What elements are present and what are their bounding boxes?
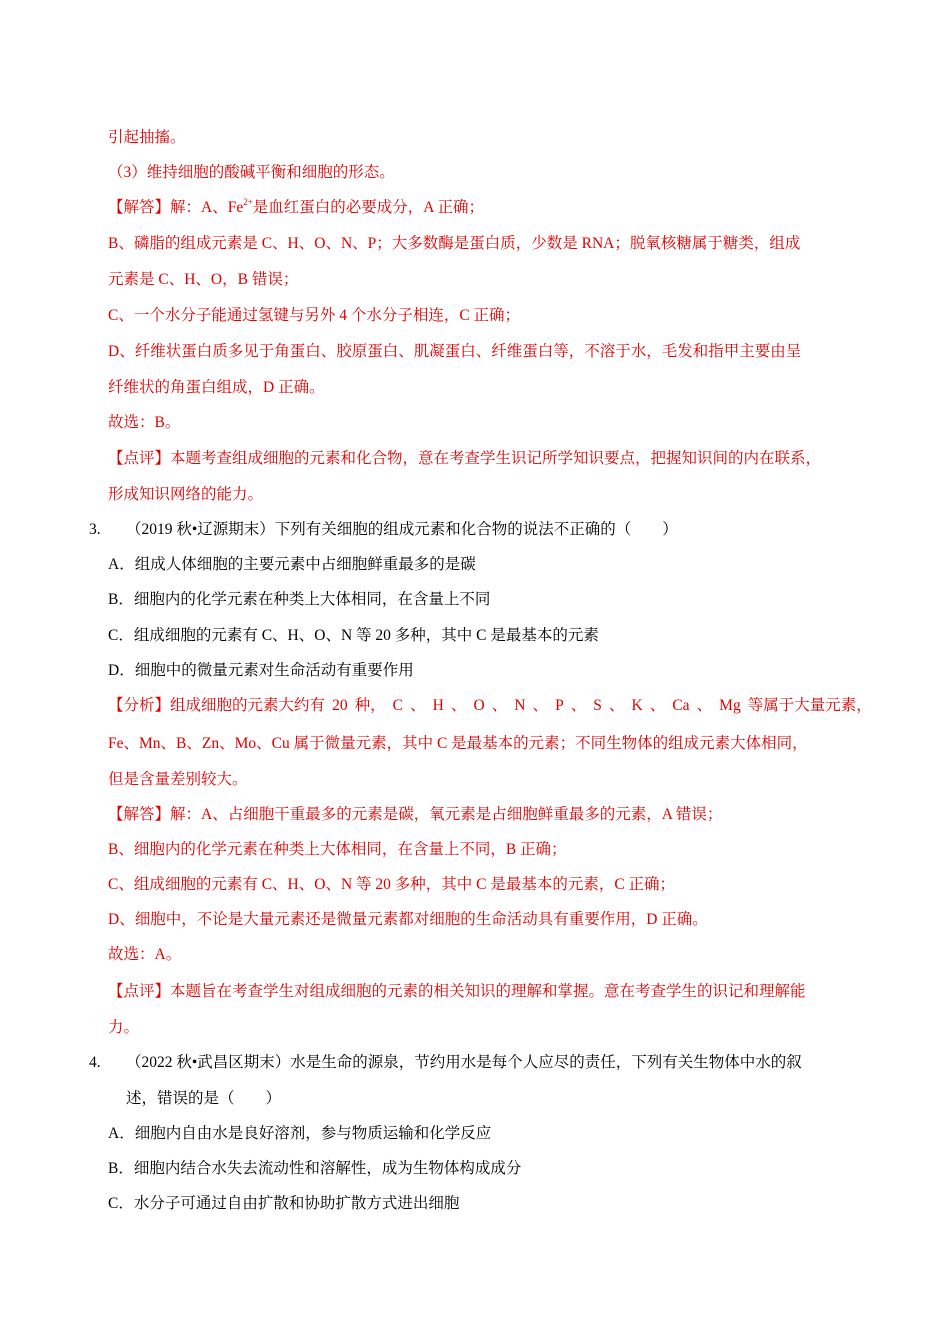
q2-answer-b-line2: 元素是 C、H、O，B 错误； bbox=[108, 271, 299, 288]
q2-choose: 故选：B。 bbox=[108, 414, 181, 431]
q2-continuation-line: （3）维持细胞的酸碱平衡和细胞的形态。 bbox=[108, 164, 395, 181]
question-text: （2019 秋•辽源期末）下列有关细胞的组成元素和化合物的说法不正确的（ ） bbox=[126, 521, 678, 538]
q4-option-c: C．水分子可通过自由扩散和协助扩散方式进出细胞 bbox=[108, 1195, 460, 1212]
q2-continuation-line: 引起抽搐。 bbox=[108, 129, 186, 146]
q3-option-d: D．细胞中的微量元素对生命活动有重要作用 bbox=[108, 662, 414, 679]
q3-option-b: B．细胞内的化学元素在种类上大体相同，在含量上不同 bbox=[108, 591, 491, 608]
q3-analysis-line3: 但是含量差别较大。 bbox=[108, 771, 248, 788]
q4-option-b: B．细胞内结合水失去流动性和溶解性，成为生物体构成成分 bbox=[108, 1160, 522, 1177]
q3-comment-line2: 力。 bbox=[108, 1019, 140, 1036]
q2-answer-c: C、一个水分子能通过氢键与另外 4 个水分子相连，C 正确； bbox=[108, 307, 521, 324]
q4-stem-line2: 述，错误的是（ ） bbox=[126, 1090, 282, 1107]
q3-analysis-line1: 【分析】组成细胞的元素大约有 20 种， C 、 H 、 O 、 N 、 P 、 S 、 K 、 Ca 、 Mg 等属于大量元素， bbox=[108, 697, 872, 714]
q2-comment-line2: 形成知识网络的能力。 bbox=[108, 486, 264, 503]
q3-analysis-line2: Fe、Mn、B、Zn、Mo、Cu 属于微量元素，其中 C 是最基本的元素；不同生物体的组成元素大体相同， bbox=[108, 735, 808, 752]
q4-option-a: A．细胞内自由水是良好溶剂，参与物质运输和化学反应 bbox=[108, 1125, 492, 1142]
q3-answer-d: D、细胞中，不论是大量元素还是微量元素都对细胞的生命活动具有重要作用，D 正确。 bbox=[108, 911, 708, 928]
q2-answer-b-line1: B、磷脂的组成元素是 C、H、O、N、P；大多数酶是蛋白质，少数是 RNA；脱氧核糖属于糖类，组成 bbox=[108, 235, 801, 252]
q2-answer-a: 【解答】解：A、$Fe^{2+}$是血红蛋白的必要成分，A 正确； bbox=[108, 197, 485, 216]
question-number: 4. bbox=[89, 1054, 101, 1071]
q3-comment-line1: 【点评】本题旨在考查学生对组成细胞的元素的相关知识的理解和掌握。意在考查学生的识记和理解能 bbox=[108, 983, 806, 1000]
q2-answer-d-line1: D、纤维状蛋白质多见于角蛋白、胶原蛋白、肌凝蛋白、纤维蛋白等，不溶于水，毛发和指甲主要由呈 bbox=[108, 343, 802, 360]
q3-answer-b: B、细胞内的化学元素在种类上大体相同，在含量上不同，B 正确； bbox=[108, 841, 567, 858]
q3-answer-c: C、组成细胞的元素有 C、H、O、N 等 20 多种，其中 C 是最基本的元素，C 正确； bbox=[108, 876, 676, 893]
q2-comment-line1: 【点评】本题考查组成细胞的元素和化合物，意在考查学生识记所学知识要点，把握知识间的内在联系， bbox=[108, 450, 822, 467]
q3-choose: 故选：A。 bbox=[108, 946, 182, 963]
answer-tag: 【解答】 bbox=[108, 199, 171, 216]
q3-answer-a: 【解答】解：A、占细胞干重最多的元素是碳，氧元素是占细胞鲜重最多的元素，A 错误； bbox=[108, 806, 723, 823]
q2-answer-d-line2: 纤维状的角蛋白组成，D 正确。 bbox=[108, 379, 325, 396]
question-text: （2022 秋•武昌区期末）水是生命的源泉，节约用水是每个人应尽的责任，下列有关生物体中水的叙 bbox=[126, 1054, 802, 1071]
question-number: 3. bbox=[89, 521, 101, 538]
q3-option-a: A．组成人体细胞的主要元素中占细胞鲜重最多的是碳 bbox=[108, 556, 476, 573]
q3-option-c: C．组成细胞的元素有 C、H、O、N 等 20 多种，其中 C 是最基本的元素 bbox=[108, 627, 599, 644]
